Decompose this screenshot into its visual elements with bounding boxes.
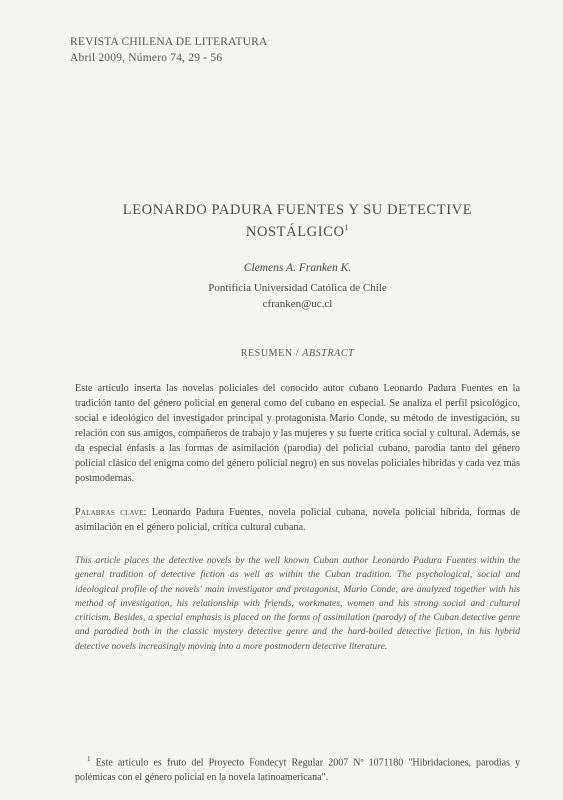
journal-name: REVISTA CHILENA DE LITERATURA <box>70 36 268 48</box>
title-footnote-marker: 1 <box>344 223 350 232</box>
author-affiliation-block <box>70 280 525 312</box>
footnote-marker: 1 <box>87 755 91 763</box>
keywords-label: Palabras clave: <box>75 507 147 518</box>
footnote-text: Este artículo es fruto del Proyecto Fondecyt Regular 2007 Nº 1071180 "Hibridaciones, parodias y polémicas con el género policial en la novela latinoamericana". <box>75 757 520 784</box>
journal-issue: Abril 2009, Número 74, 29 - 56 <box>70 52 223 64</box>
footnote <box>75 752 520 785</box>
title-line-2 <box>70 219 525 241</box>
abstract-heading <box>70 348 525 359</box>
author-name: Clemens A. Franken K. <box>243 262 352 274</box>
title-line-1: LEONARDO PADURA FUENTES Y SU DETECTIVE <box>122 202 473 218</box>
keywords-paragraph <box>75 505 520 535</box>
abstract-english: This article places the detective novels by the well known Cuban author Leonardo Padura Fuentes within the general tradition of detective fiction as well as within the Cuban tradition. The psychological, social and ideological profile of the novels' main investigator and protagonist, Mario Conde, are analyzed together with his method of investigation, his relationship with friends, workmates, women and his strong social and cultural criticism. Besides, a special emphasis is placed on the forms of assimilation (parody) of the Cuban detective genre and parodied both in the classic mystery detective genre and the hard-boiled detective fiction, in his hybrid detective novels increasingly moving into a more postmodern detective literature. <box>75 555 520 652</box>
author-affiliation: Pontificia Universidad Católica de Chile <box>208 282 387 294</box>
abstract-spanish: Este artículo inserta las novelas policiales del conocido autor cubano Leonardo Padura Fuentes en la tradición tanto del género policial en general como del cubano en especial. Se analiza el perfil psicológico, social e ideológico del investigador principal y protagonista Mario Conde, su método de investigación, su relación con sus amigos, compañeros de trabajo y las mujeres y su fuerte crítica social y cultural. Además, se da especial énfasis a las formas de asimilación (parodia) del policial cubano, parodia tanto del género policial clásico del enigma como del género policial negro) en sus novelas policiales híbridas y cada vez más postmodernas. <box>75 383 520 484</box>
keywords-text: Leonardo Padura Fuentes, novela policial cubana, novela policial híbrida, formas de asimilación en el género policial, crítica cultural cubana. <box>75 507 520 533</box>
author-email: cfranken@uc.cl <box>262 298 333 310</box>
abstract-heading-es: RESUMEN / <box>240 348 300 359</box>
journal-header <box>70 34 268 66</box>
title-line-2-text: NOSTÁLGICO <box>245 223 345 240</box>
article-title <box>70 202 525 241</box>
abstract-heading-en: ABSTRACT <box>302 348 355 359</box>
